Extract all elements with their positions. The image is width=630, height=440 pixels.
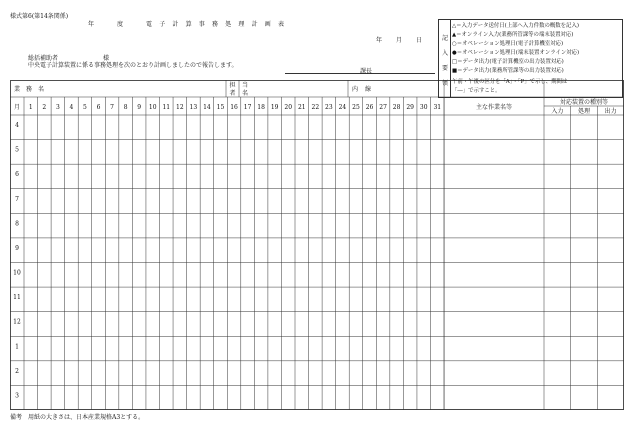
date-year: 年 <box>376 37 383 44</box>
day-header: 27 <box>379 104 387 111</box>
month-row-label: 4 <box>15 122 19 129</box>
title-fiscal: 度 <box>117 21 124 28</box>
day-header: 25 <box>352 104 360 111</box>
extension-label: 内 <box>351 86 359 93</box>
guide-heading-char: 記 <box>442 35 449 42</box>
day-header: 12 <box>176 104 184 111</box>
title-year: 年 <box>88 21 95 28</box>
month-row-label: 7 <box>15 195 19 203</box>
device-type-header: 対応装置の種別等 <box>559 99 609 106</box>
guide-line: 「―」で示すこと。 <box>452 88 501 94</box>
month-row-label: 11 <box>13 294 21 302</box>
charge-name-label: 当 <box>241 82 249 89</box>
date-day: 日 <box>416 37 423 44</box>
report-statement: 中央電子計算装置に係る事務処理を次のとおり計画しましたので報告します。 <box>28 62 238 69</box>
day-header: 18 <box>257 104 265 111</box>
month-row-label: 9 <box>15 244 19 252</box>
day-header: 29 <box>406 104 414 111</box>
day-header: 19 <box>270 104 279 111</box>
day-header: 14 <box>203 104 211 111</box>
day-header: 16 <box>230 104 238 111</box>
day-header: 11 <box>162 104 171 111</box>
day-header: 13 <box>189 104 198 111</box>
charge-name-label: 担 <box>229 82 236 89</box>
day-header: 2 <box>42 104 47 111</box>
day-header: 22 <box>311 104 320 111</box>
work-name-header: 主な作業名等 <box>476 104 513 111</box>
date-line <box>376 35 436 44</box>
day-header: 1 <box>28 104 33 111</box>
month-row-label: 6 <box>15 171 19 179</box>
day-header: 17 <box>243 104 252 111</box>
addressee-honorific: 様 <box>103 55 110 62</box>
day-header: 4 <box>69 104 74 111</box>
day-header: 7 <box>110 104 114 111</box>
device-subheader: 出力 <box>604 108 617 115</box>
day-header: 20 <box>284 104 293 111</box>
guide-line: ▲＝オンライン入力(業務所管課等の端末装置対応) <box>452 32 574 38</box>
guide-heading-char: 要 <box>442 65 449 72</box>
guide-line: □＝データ出力(電子計算機室の出力装置対応) <box>452 59 564 65</box>
day-header: 23 <box>325 104 333 111</box>
day-header: 6 <box>96 104 101 111</box>
month-header: 月 <box>13 104 21 111</box>
business-name-label: 業 <box>13 86 21 93</box>
day-header: 26 <box>365 104 374 111</box>
guide-line: ●＝オペレーション処理日(端末装置オンライン対応) <box>452 50 580 56</box>
business-name-label: 名 <box>37 86 45 93</box>
table-frame <box>11 81 624 410</box>
month-row-label: 1 <box>15 343 19 351</box>
device-subheader: 処理 <box>577 108 591 115</box>
day-header: 5 <box>83 104 87 111</box>
day-header: 3 <box>55 104 60 111</box>
addressee-label: 総括補助者 <box>28 55 59 62</box>
month-row-label: 3 <box>15 392 19 400</box>
guide-line: ○＝オペレーション処理日(電子計算機室対応) <box>452 41 564 47</box>
device-subheader: 入力 <box>551 108 564 115</box>
month-row-label: 5 <box>15 146 19 154</box>
schedule-table <box>10 80 624 410</box>
day-header: 9 <box>137 104 142 111</box>
guide-line: ■＝データ出力(業務所管課等の出力装置対応) <box>452 68 564 74</box>
day-header: 21 <box>297 104 306 111</box>
department-chief-label: 課長 <box>360 68 373 75</box>
day-header: 28 <box>392 104 401 111</box>
guide-heading-char: 領 <box>442 80 449 87</box>
extension-label: 線 <box>364 86 372 93</box>
day-header: 24 <box>338 104 347 111</box>
month-row-label: 2 <box>15 367 19 375</box>
document-title: 電子計算事務処理計画表 <box>146 21 292 28</box>
month-row-label: 10 <box>13 269 21 277</box>
day-header: 8 <box>123 104 128 111</box>
footer-note: 備考 用紙の大きさは、日本産業規格A3とする。 <box>10 414 145 421</box>
form-number-label: 様式第6(第14条関係) <box>10 13 69 20</box>
day-header: 10 <box>148 104 157 111</box>
business-name-label: 務 <box>25 86 33 93</box>
date-month: 月 <box>396 37 403 44</box>
guide-line: △＝入力データ送付日(上部へ入力件数の概数を記入) <box>452 23 579 29</box>
month-row-label: 8 <box>15 220 19 228</box>
day-header: 31 <box>433 104 442 111</box>
month-row-label: 12 <box>13 318 21 326</box>
charge-name-label: 者 <box>229 90 236 97</box>
day-header: 30 <box>419 104 428 111</box>
day-header: 15 <box>216 104 225 111</box>
charge-name-label: 名 <box>241 90 249 97</box>
guide-heading-char: 入 <box>442 50 449 57</box>
guide-line: 午前・午後の区分を「A」・「P」で示し、期間は <box>452 79 568 85</box>
